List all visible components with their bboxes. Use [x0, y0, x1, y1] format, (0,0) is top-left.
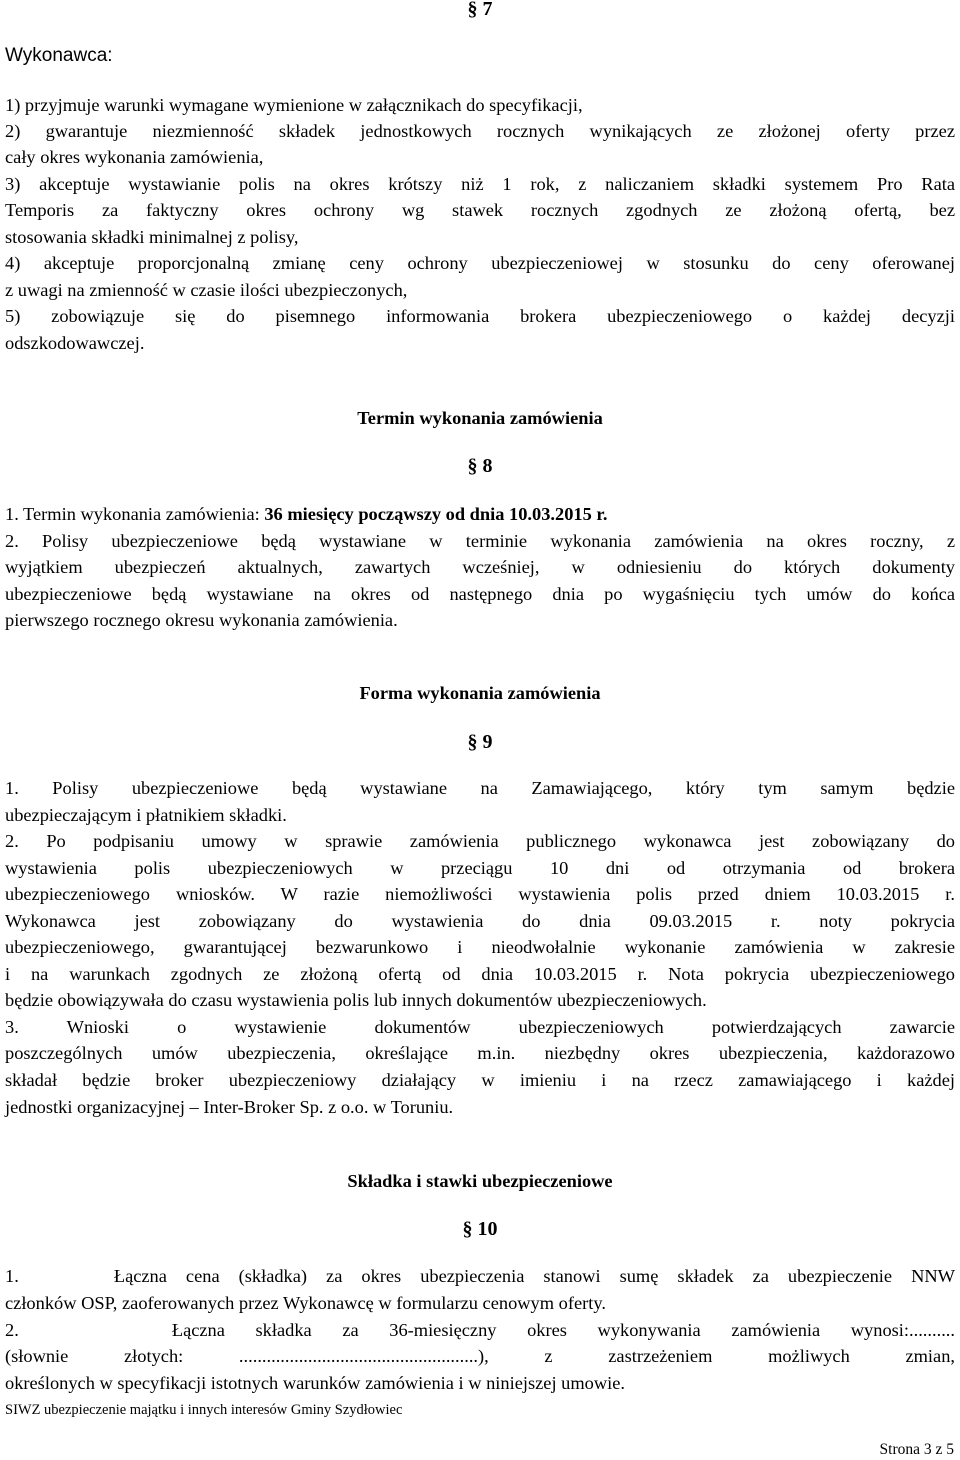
s9-item-1-cont: ubezpieczającym i płatnikiem składki. — [5, 805, 287, 825]
s9-item-2-cont2: ubezpieczeniowego wniosków. W razie niemożliwości wystawienia polis przed dniem 10.03.2015 r. — [5, 884, 955, 904]
s9-item-3-cont2: składał będzie broker ubezpieczeniowy działający w imieniu i na rzecz zamawiającego i każdej — [5, 1070, 955, 1090]
section-title-forma: Forma wykonania zamówienia — [359, 683, 601, 703]
s7-item-1: 1) przyjmuje warunki wymagane wymienione w załącznikach do specyfikacji, — [5, 95, 583, 115]
s8-item-1-text: 1. Termin wykonania zamówienia: — [5, 504, 265, 524]
s9-item-2-cont3: Wykonawca jest zobowiązany do wystawienia do dnia 09.03.2015 r. noty pokrycia — [5, 911, 955, 931]
footer-document-title: SIWZ ubezpieczenie majątku i innych interesów Gminy Szydłowiec — [5, 1402, 403, 1418]
s7-item-3-cont: Temporis za faktyczny okres ochrony wg stawek rocznych zgodnych ze złożoną ofertą, bez — [5, 200, 955, 220]
section-title-termin: Termin wykonania zamówienia — [357, 408, 603, 428]
s8-item-2-cont2: ubezpieczeniowe będą wystawiane na okres od następnego dnia po wygaśnięciu tych umów do końca — [5, 584, 955, 604]
s10-item-2: 2. Łączna składka za 36-miesięczny okres wykonywania zamówienia wynosi:.......... — [5, 1320, 955, 1340]
s9-item-2-cont4: ubezpieczeniowego, gwarantującej bezwarunkowo i nieodwołalnie wykonanie zamówienia w zakresie — [5, 937, 955, 957]
s7-item-5: 5) zobowiązuje się do pisemnego informowania brokera ubezpieczeniowego o każdej decyzji — [5, 306, 955, 326]
section-title-skladka: Składka i stawki ubezpieczeniowe — [347, 1171, 613, 1191]
s8-item-1 — [5, 501, 955, 527]
s9-item-2-end: będzie obowiązywała do czasu wystawienia polis lub innych dokumentów ubezpieczeniowych. — [5, 990, 707, 1010]
s7-item-3: 3) akceptuje wystawianie polis na okres krótszy niż 1 rok, z naliczaniem składki systemem Pro Rata — [5, 174, 955, 194]
s10-item-2-end: określonych w specyfikacji istotnych warunków zamówienia i w niniejszej umowie. — [5, 1373, 626, 1393]
s8-item-1-date: 36 miesięcy począwszy od dnia 10.03.2015 r. — [264, 504, 608, 524]
paragraph-mark-9: § 9 — [467, 731, 493, 753]
s8-item-2: 2. Polisy ubezpieczeniowe będą wystawiane w terminie wykonania zamówienia na okres roczny, z — [5, 531, 955, 551]
paragraph-mark-10: § 10 — [462, 1218, 498, 1240]
s9-item-3: 3. Wnioski o wystawienie dokumentów ubezpieczeniowych potwierdzających zawarcie — [5, 1017, 955, 1037]
s9-item-2-cont5: i na warunkach zgodnych ze złożoną ofertą od dnia 10.03.2015 r. Nota pokrycia ubezpieczeniowego — [5, 964, 955, 984]
s7-item-4-cont: z uwagi na zmienność w czasie ilości ubezpieczonych, — [5, 280, 408, 300]
s10-item-1-cont: członków OSP, zaoferowanych przez Wykonawcę w formularzu cenowym oferty. — [5, 1293, 606, 1313]
s8-item-2-cont1: wyjątkiem ubezpieczeń aktualnych, zawartych wcześniej, w odniesieniu do których dokumenty — [5, 557, 955, 577]
s7-item-3-end: stosowania składki minimalnej z polisy, — [5, 227, 299, 247]
s9-item-2-cont1: wystawienia polis ubezpieczeniowych w przeciągu 10 dni od otrzymania od brokera — [5, 858, 955, 878]
s10-item-2-cont: (słownie złotych: ....................................................), z zastrzeżeniem możliwych zmian, — [5, 1346, 955, 1366]
s9-item-3-cont1: poszczególnych umów ubezpieczenia, określające m.in. niezbędny okres ubezpieczenia, każdorazowo — [5, 1043, 955, 1063]
s8-item-2-end: pierwszego rocznego okresu wykonania zamówienia. — [5, 610, 398, 630]
s9-item-2: 2. Po podpisaniu umowy w sprawie zamówienia publicznego wykonawca jest zobowiązany do — [5, 831, 955, 851]
header-label: Wykonawca: — [5, 45, 113, 66]
s10-item-1: 1. Łączna cena (składka) za okres ubezpieczenia stanowi sumę składek za ubezpieczenie NNW — [5, 1266, 955, 1286]
s9-item-1: 1. Polisy ubezpieczeniowe będą wystawiane na Zamawiającego, który tym samym będzie — [5, 778, 955, 798]
s9-item-3-end: jednostki organizacyjnej – Inter-Broker Sp. z o.o. w Toruniu. — [5, 1097, 454, 1117]
footer-page-number: Strona 3 z 5 — [879, 1441, 954, 1458]
s7-item-4: 4) akceptuje proporcjonalną zmianę ceny ochrony ubezpieczeniowej w stosunku do ceny oferowanej — [5, 253, 955, 273]
s7-item-2: 2) gwarantuje niezmienność składek jednostkowych rocznych wynikających ze złożonej oferty przez — [5, 121, 955, 141]
s7-item-2-cont: cały okres wykonania zamówienia, — [5, 147, 264, 167]
paragraph-mark-7: § 7 — [467, 0, 493, 20]
s7-item-5-cont: odszkodowawczej. — [5, 333, 145, 353]
paragraph-mark-8: § 8 — [467, 455, 493, 477]
